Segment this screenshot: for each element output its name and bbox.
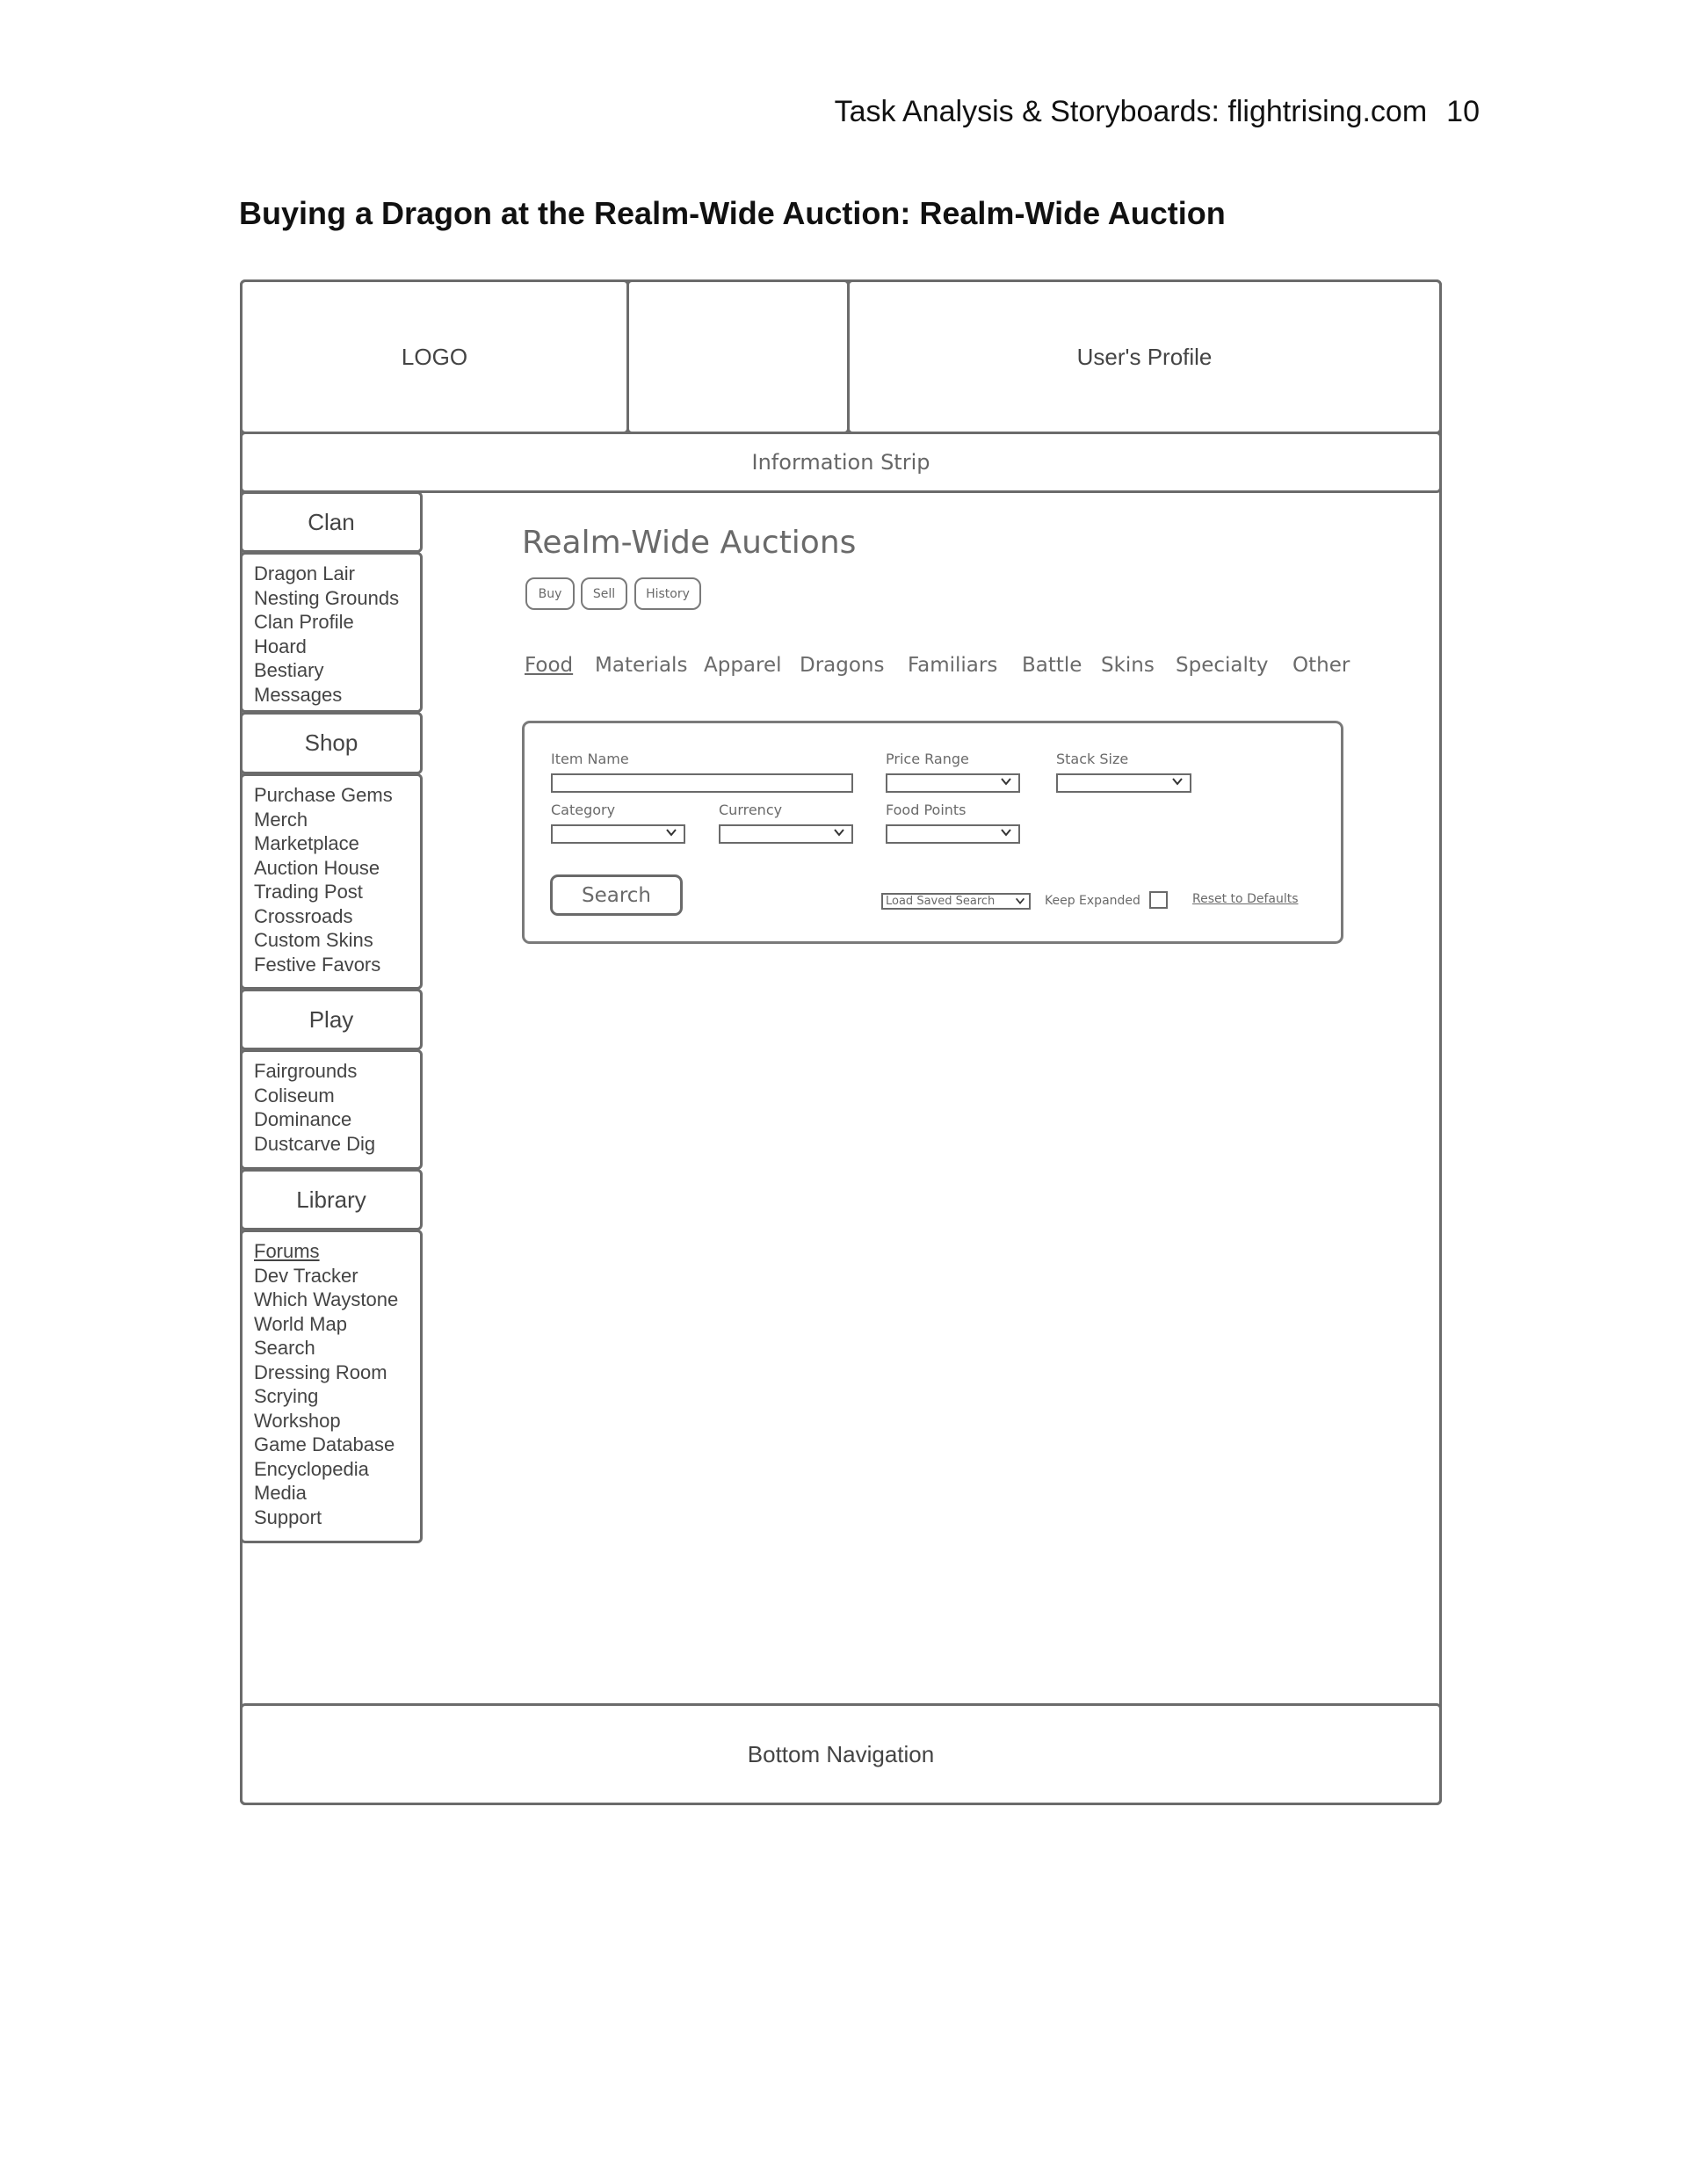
category-tab-apparel[interactable]: Apparel (704, 654, 782, 677)
logo-label: LOGO (401, 343, 468, 370)
header-text: Task Analysis & Storyboards: flightrising.com (834, 95, 1428, 128)
currency-select[interactable] (719, 824, 853, 844)
user-profile-label: User's Profile (1076, 343, 1213, 370)
sidebar-item[interactable]: Clan Profile (254, 611, 354, 633)
sidebar-item[interactable]: Coliseum (254, 1084, 335, 1107)
keep-expanded-checkbox[interactable] (1149, 891, 1168, 909)
sidebar-item[interactable]: Support (254, 1506, 322, 1528)
sidebar-item[interactable]: Purchase Gems (254, 784, 393, 806)
sidebar-list-play (240, 1049, 423, 1170)
sidebar-item[interactable]: Workshop (254, 1409, 341, 1432)
category-tab-other[interactable]: Other (1292, 654, 1350, 677)
category-tab-familiars[interactable]: Familiars (908, 654, 998, 677)
sidebar-item[interactable]: World Map (254, 1312, 347, 1335)
sidebar-item[interactable]: Dressing Room (254, 1360, 387, 1383)
sidebar-item[interactable]: Merch (254, 808, 308, 831)
chevron-down-icon (1014, 895, 1026, 907)
sidebar-head-shop[interactable] (240, 712, 423, 774)
saved-search-label: Load Saved Search (886, 895, 996, 908)
sidebar-item[interactable]: Which Waystone (254, 1288, 399, 1310)
chevron-down-icon (999, 774, 1013, 788)
sidebar-item[interactable]: Messages (254, 683, 343, 706)
category-tab-specialty[interactable]: Specialty (1176, 654, 1269, 677)
sidebar-item[interactable]: Custom Skins (254, 929, 373, 951)
food-points-select[interactable] (886, 824, 1020, 844)
sidebar-item[interactable]: Game Database (254, 1433, 395, 1455)
sidebar-item[interactable]: Nesting Grounds (254, 586, 400, 609)
food-points-label: Food Points (886, 802, 967, 818)
sidebar-head-label: Clan (308, 508, 355, 535)
document-title: Buying a Dragon at the Realm-Wide Auction: Realm-Wide Auction (239, 195, 1226, 231)
information-strip-label: Information Strip (751, 450, 930, 475)
buy-tab-label: Buy (538, 586, 562, 601)
category-tab-skins[interactable]: Skins (1101, 654, 1155, 677)
document-header (835, 95, 1480, 129)
keep-expanded-label: Keep Expanded (1045, 894, 1140, 908)
load-saved-search-select[interactable] (881, 893, 1031, 910)
category-tab-food[interactable]: Food (525, 654, 574, 677)
sidebar-item[interactable]: Encyclopedia (254, 1457, 369, 1480)
category-tab-materials[interactable]: Materials (595, 654, 688, 677)
currency-label: Currency (719, 802, 783, 818)
sidebar-item[interactable]: Trading Post (254, 881, 363, 903)
sidebar-item[interactable]: Search (254, 1337, 315, 1359)
item-name-input[interactable] (551, 773, 853, 793)
user-profile[interactable] (847, 279, 1442, 434)
sidebar-item[interactable]: Bestiary (254, 659, 324, 681)
stack-size-select[interactable] (1056, 773, 1191, 793)
item-name-label: Item Name (551, 751, 629, 767)
sidebar-item[interactable]: Dominance (254, 1108, 352, 1130)
sidebar-list-shop (240, 773, 423, 990)
sidebar-item[interactable]: Fairgrounds (254, 1060, 358, 1082)
sidebar-head-label: Library (296, 1186, 366, 1213)
sidebar-item[interactable]: Dev Tracker (254, 1264, 358, 1287)
chevron-down-icon (1170, 774, 1184, 788)
price-range-select[interactable] (886, 773, 1020, 793)
stack-size-label: Stack Size (1056, 751, 1129, 767)
sidebar-list-clan (240, 552, 423, 713)
sidebar-head-clan[interactable] (240, 491, 423, 553)
sidebar-head-library[interactable] (240, 1169, 423, 1230)
buy-tab[interactable] (525, 577, 575, 610)
page-number: 10 (1446, 95, 1480, 128)
sidebar-item[interactable]: Festive Favors (254, 953, 381, 976)
price-range-label: Price Range (886, 751, 969, 767)
logo[interactable] (240, 279, 629, 434)
chevron-down-icon (832, 825, 846, 839)
sidebar-head-play[interactable] (240, 989, 423, 1050)
search-button[interactable] (550, 874, 683, 916)
category-tab-dragons[interactable]: Dragons (800, 654, 885, 677)
sidebar-item[interactable]: Dustcarve Dig (254, 1132, 376, 1155)
information-strip (240, 432, 1442, 493)
sidebar-item[interactable]: Hoard (254, 635, 307, 657)
bottom-navigation[interactable] (240, 1703, 1442, 1805)
sidebar-item[interactable]: Auction House (254, 856, 380, 879)
search-button-label: Search (581, 883, 652, 907)
sell-tab-label: Sell (592, 586, 616, 601)
header-spacer (626, 279, 850, 434)
chevron-down-icon (664, 825, 678, 839)
sidebar-item[interactable]: Forums (254, 1240, 320, 1262)
category-select[interactable] (551, 824, 685, 844)
sidebar-list-library (240, 1230, 423, 1543)
bottom-navigation-label: Bottom Navigation (747, 1740, 935, 1767)
category-tab-battle[interactable]: Battle (1022, 654, 1082, 677)
sidebar-item[interactable]: Crossroads (254, 904, 353, 927)
page-title: Realm-Wide Auctions (522, 525, 857, 561)
category-label: Category (551, 802, 616, 818)
sidebar-item[interactable]: Scrying (254, 1385, 319, 1407)
sidebar-item[interactable]: Media (254, 1482, 307, 1504)
sell-tab[interactable] (581, 577, 627, 610)
sidebar-head-label: Play (308, 1005, 354, 1033)
history-tab[interactable] (634, 577, 701, 610)
history-tab-label: History (646, 586, 690, 601)
sidebar-head-label: Shop (304, 729, 358, 756)
sidebar-item[interactable]: Marketplace (254, 832, 359, 854)
chevron-down-icon (999, 825, 1013, 839)
reset-to-defaults-link[interactable]: Reset to Defaults (1192, 892, 1299, 906)
sidebar-item[interactable]: Dragon Lair (254, 562, 355, 584)
